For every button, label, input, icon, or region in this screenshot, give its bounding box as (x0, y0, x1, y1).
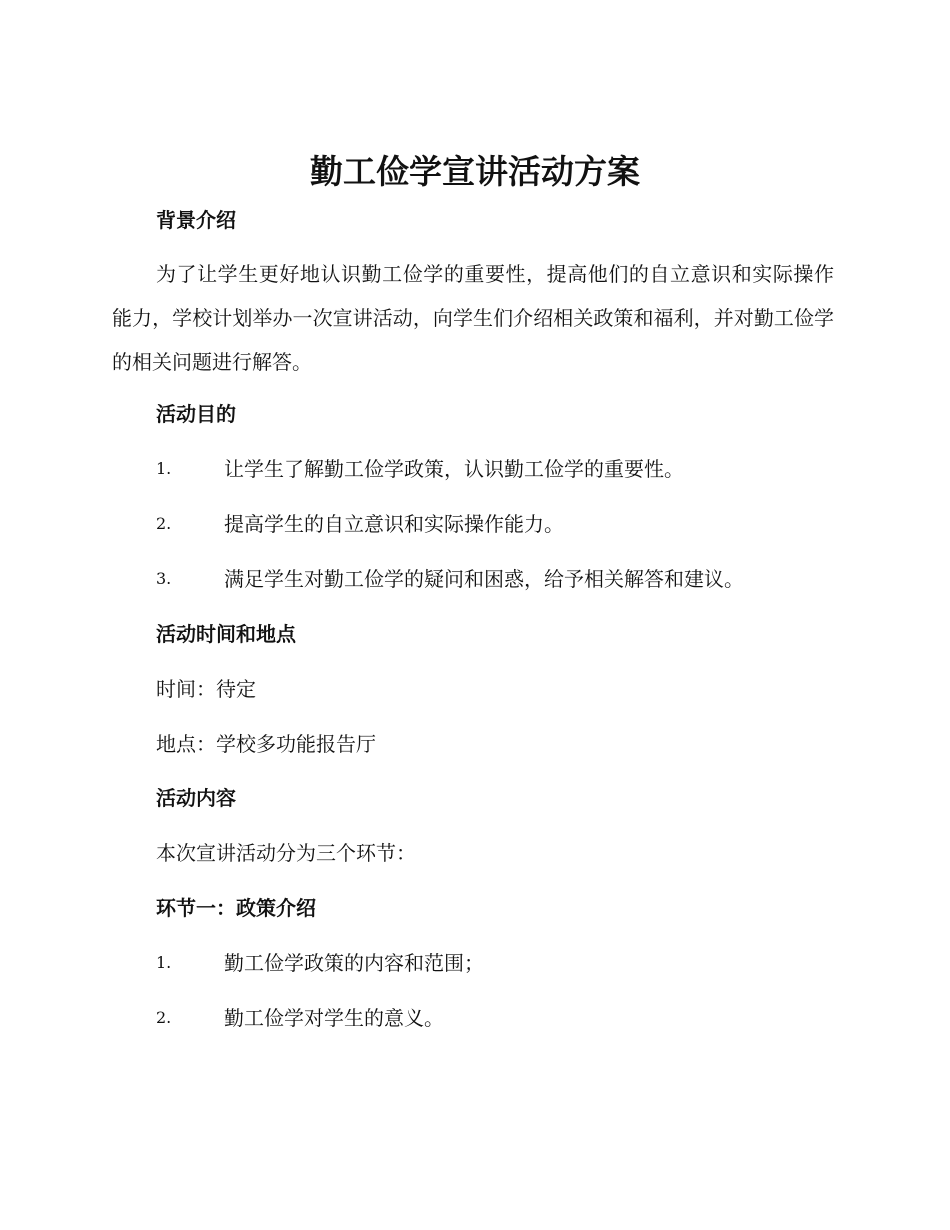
heading-background: 背景介绍 (156, 208, 236, 232)
list-number: 1. (156, 459, 172, 478)
time-line: 时间：待定 (156, 677, 256, 701)
heading-section1: 环节一：政策介绍 (156, 896, 316, 920)
list-item (156, 1004, 856, 1032)
list-text: 提高学生的自立意识和实际操作能力。 (224, 512, 564, 536)
heading-content: 活动内容 (156, 786, 236, 810)
list-item (156, 455, 856, 483)
list-number: 1. (156, 953, 172, 972)
list-text: 勤工俭学对学生的意义。 (224, 1006, 444, 1030)
heading-time-place: 活动时间和地点 (156, 622, 296, 646)
place-line: 地点：学校多功能报告厅 (156, 732, 376, 756)
content-intro: 本次宣讲活动分为三个环节： (156, 841, 416, 865)
list-item (156, 565, 856, 593)
list-number: 2. (156, 514, 172, 533)
list-text: 让学生了解勤工俭学政策，认识勤工俭学的重要性。 (224, 457, 684, 481)
list-number: 2. (156, 1008, 172, 1027)
background-paragraph: 为了让学生更好地认识勤工俭学的重要性，提高他们的自立意识和实际操作能力，学校计划举办一次宣讲活动，向学生们介绍相关政策和福利，并对勤工俭学的相关问题进行解答。 (112, 262, 834, 374)
list-item (156, 949, 856, 977)
list-number: 3. (156, 569, 172, 588)
document-title: 勤工俭学宣讲活动方案 (310, 152, 640, 191)
list-item (156, 510, 856, 538)
list-text: 满足学生对勤工俭学的疑问和困惑，给予相关解答和建议。 (224, 567, 744, 591)
list-text: 勤工俭学政策的内容和范围； (224, 951, 484, 975)
heading-purpose: 活动目的 (156, 402, 236, 426)
